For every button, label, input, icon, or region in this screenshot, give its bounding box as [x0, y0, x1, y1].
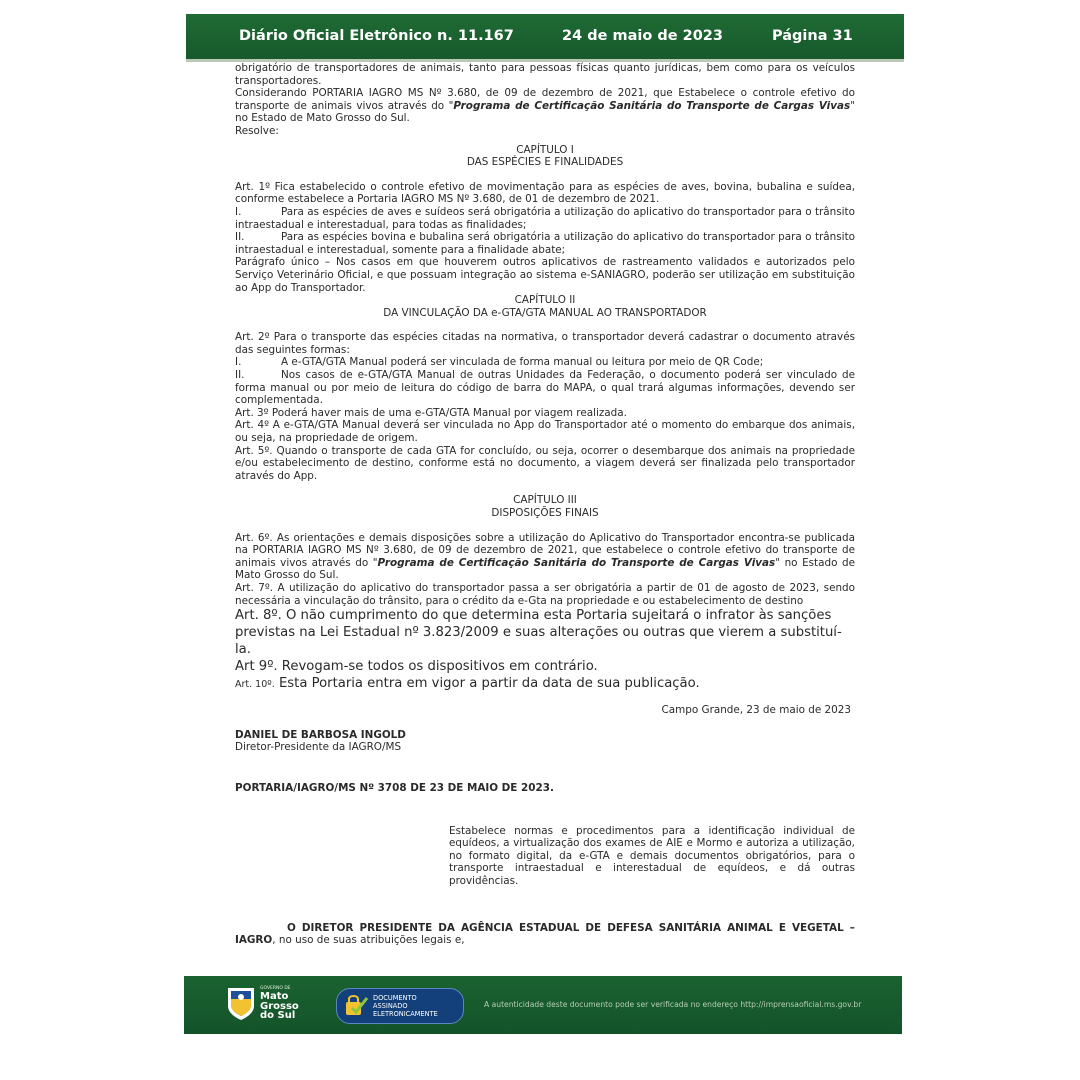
item-number: I. — [235, 205, 242, 218]
authenticity-note: A autenticidade deste documento pode ser verificada no endereço http://imprensaoficial.ms.gov.br — [484, 1000, 862, 1009]
chapter-1-title: CAPÍTULO I — [516, 143, 574, 156]
article-6-text: Art. 6º. As orientações e demais disposições sobre a utilização do Aplicativo do Transportador encontra-se publicada na PORTARIA IAGRO MS Nº 3.680, de 09 de dezembro de 2021, que estabelece o controle efetivo do transporte de animais vivos através do " — [235, 531, 855, 569]
item-number: II. — [235, 231, 245, 244]
seal-line-1: DOCUMENTO — [373, 994, 417, 1002]
item-number: I. — [235, 356, 242, 369]
portaria-3708-title: PORTARIA/IAGRO/MS Nº 3708 DE 23 DE MAIO DE 2023. — [235, 781, 554, 794]
article-9: Art 9º. Revogam-se todos os dispositivos em contrário. — [235, 659, 598, 675]
program-name: Programa de Certificação Sanitária do Transporte de Cargas Vivas — [453, 99, 851, 112]
article-10 — [235, 675, 855, 692]
director-title: O DIRETOR PRESIDENTE DA AGÊNCIA ESTADUAL DE DEFESA SANITÁRIA ANIMAL E VEGETAL – IAGRO — [235, 921, 855, 947]
article-6 — [235, 532, 855, 582]
document-body — [235, 62, 855, 947]
gazette-title: Diário Oficial Eletrônico n. 11.167 — [239, 28, 514, 44]
electronic-signature-seal — [336, 988, 464, 1024]
gazette-header — [186, 14, 904, 62]
intro-paragraph-1: obrigatório de transportadores de animais, tanto para pessoas físicas quanto jurídicas, bem como para os veículos transportadores. — [235, 62, 855, 87]
article-10-text: Esta Portaria entra em vigor a partir da data de sua publicação. — [274, 676, 700, 692]
resolve-label: Resolve: — [235, 124, 279, 137]
article-2: Art. 2º Para o transporte das espécies citadas na normativa, o transportador deverá cadastrar o documento através das seguintes formas: — [235, 331, 855, 356]
sole-paragraph: Parágrafo único – Nos casos em que houverem outros aplicativos de rastreamento validados e autorizados pelo Serviço Veterinário Oficial, e que possuam integração ao sistema e-SANIAGRO, poderão ser utilização em substituição ao App do Transportador. — [235, 256, 855, 294]
state-name-line-3: do Sul — [260, 1010, 296, 1022]
mato-grosso-do-sul-logo — [226, 984, 304, 1024]
item-text: Para as espécies de aves e suídeos será obrigatória a utilização do aplicativo do transportador para o trânsito intraestadual e interestadual, para todas as finalidades; — [235, 205, 855, 231]
chapter-2-title: CAPÍTULO II — [514, 294, 576, 307]
article-10-label: Art. 10º. — [235, 679, 275, 691]
article-6-text-end: " no Estado de Mato Grosso do Sul. — [235, 556, 855, 582]
item-text: Para as espécies bovina e bubalina será obrigatória a utilização do aplicativo do transportador para o trânsito intraestadual e interestadual, somente para a finalidade abate; — [235, 231, 855, 256]
lock-check-icon — [343, 992, 369, 1018]
article-1-item-ii — [235, 231, 855, 256]
signer-name: DANIEL DE BARBOSA INGOLD — [235, 728, 406, 741]
article-7: Art. 7º. A utilização do aplicativo do transportador passa a ser obrigatória a partir de 01 de agosto de 2023, sendo necessária a vinculação do trânsito, para o crédito da e-Gta na propriedade e ou estabelecimento de destino — [235, 581, 855, 607]
chapter-3-title: CAPÍTULO III — [513, 494, 577, 507]
intro-text: Considerando PORTARIA IAGRO MS Nº 3.680, de 09 de dezembro de 2021, que Estabelece o controle efetivo do transporte de animais vivos através do " — [235, 87, 855, 112]
intro-text-end: " no Estado de Mato Grosso do Sul. — [235, 99, 855, 125]
seal-line-2: ASSINADO — [373, 1002, 408, 1010]
portaria-3708-summary: Estabelece normas e procedimentos para a identificação individual de equídeos, a virtualização dos exames de AIE e Mormo e autoriza a utilização, no formato digital, da e-GTA e demais documentos obrigatórios, para o transporte intraestadual e interestadual de equídeos, e dá outras providências. — [449, 824, 855, 887]
chapter-2-subtitle: DA VINCULAÇÃO DA e-GTA/GTA MANUAL AO TRANSPORTADOR — [383, 306, 707, 319]
chapter-1-subtitle: DAS ESPÉCIES E FINALIDADES — [466, 156, 624, 169]
director-preamble — [235, 922, 855, 947]
chapter-3-subtitle: DISPOSIÇÕES FINAIS — [491, 507, 599, 519]
seal-text — [373, 994, 438, 1018]
signer-role: Diretor-Presidente da IAGRO/MS — [235, 741, 402, 754]
director-preamble-rest: , no uso de suas atribuições legais e, — [272, 934, 465, 947]
article-1: Art. 1º Fica estabelecido o controle efetivo de movimentação para as espécies de aves, bovina, bubalina e suídea, conforme estabelece a Portaria IAGRO MS Nº 3.680, de 01 de dezembro de 2021. — [235, 180, 855, 206]
article-4: Art. 4º A e-GTA/GTA Manual deverá ser vinculada no App do Transportador até o momento do embarque dos animais, ou seja, na propriedade de origem. — [235, 419, 855, 445]
page-number: Página 31 — [772, 28, 853, 44]
state-shield-icon — [226, 986, 256, 1022]
place-and-date: Campo Grande, 23 de maio de 2023 — [661, 704, 851, 717]
item-text: A e-GTA/GTA Manual poderá ser vinculada de forma manual ou leitura por meio de QR Code; — [281, 356, 764, 369]
article-2-item-i — [235, 356, 855, 369]
state-logo-text — [260, 986, 299, 1021]
state-name-line-1: Mato — [260, 991, 289, 1002]
item-number: II. — [235, 369, 245, 382]
intro-paragraph-2 — [235, 87, 855, 125]
gov-label: GOVERNO DE — [260, 986, 291, 991]
seal-line-3: ELETRONICAMENTE — [373, 1010, 438, 1018]
program-name: Programa de Certificação Sanitária do Transporte de Cargas Vivas — [377, 556, 776, 569]
gazette-footer — [184, 976, 902, 1034]
article-8: Art. 8º. O não cumprimento do que determina esta Portaria sujeitará o infrator às sanções previstas na Lei Estadual nº 3.823/2009 e suas alterações ou outras que vierem a substituí-la. — [235, 608, 842, 658]
article-1-item-i — [235, 206, 855, 231]
article-3: Art. 3º Poderá haver mais de uma e-GTA/GTA Manual por viagem realizada. — [235, 406, 627, 419]
article-2-item-ii — [235, 369, 855, 407]
article-5: Art. 5º. Quando o transporte de cada GTA for concluído, ou seja, ocorrer o desembarque dos animais na propriedade e/ou estabelecimento de destino, conforme está no documento, a viagem deverá ser finalizada pelo transportador através do App. — [235, 444, 855, 482]
gazette-date: 24 de maio de 2023 — [562, 28, 723, 44]
state-name-line-2: Grosso — [260, 1000, 299, 1012]
item-text: Nos casos de e-GTA/GTA Manual de outras Unidades da Federação, o documento poderá ser vinculado de forma manual ou por meio de leitura do código de barra do MAPA, o qual trará algumas informações, devendo ser complementada. — [235, 369, 855, 407]
